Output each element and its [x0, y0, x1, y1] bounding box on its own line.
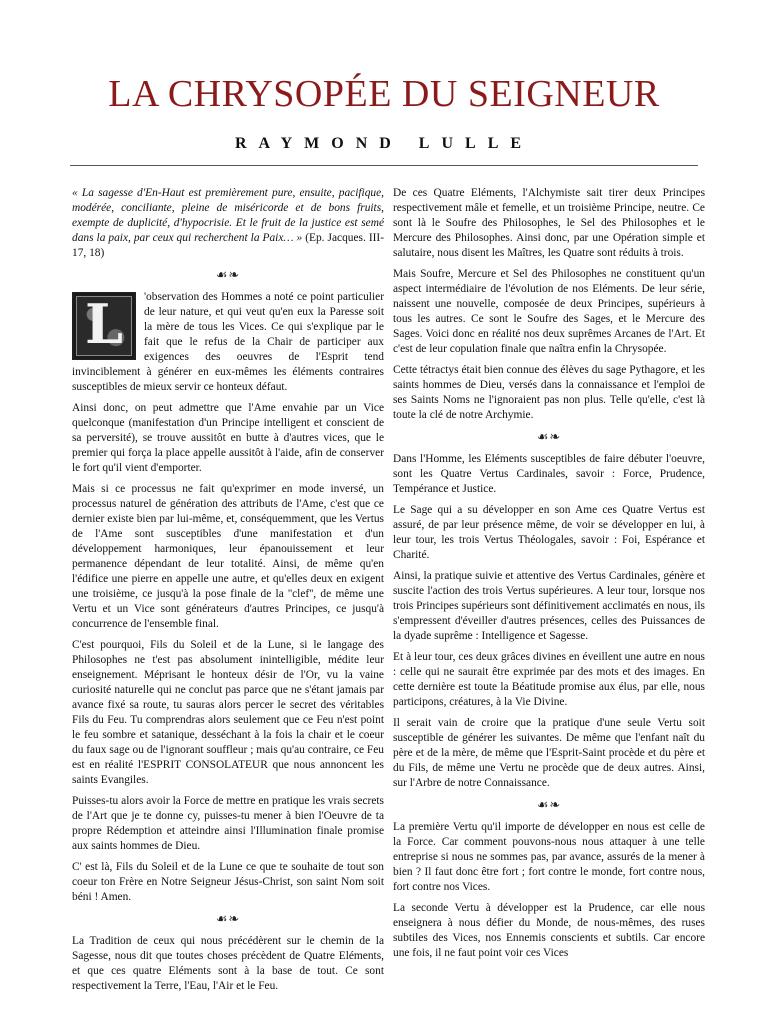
- paragraph: Dans l'Homme, les Eléments susceptibles de faire débuter l'oeuvre, sont les Quatre Vertus Cardinales, savoir : Force, Prudence, Tempérance et Justice.: [393, 453, 705, 495]
- paragraph: C'est pourquoi, Fils du Soleil et de la Lune, si le langage des Philosophes ne t'est pas absolument inintelligible, médite leur enseignement. Méprisant le honteux désir de l'Or, vu la vaine curiosité naturelle qui ne conclut pas parce que ne s'étant jamais par avance fixé sa route, tu sauras alors percer le secret des véritables Fils du Feu. Tu comprendras alors seulement que ce Feu n'est point le feu sombre et satanique, desséchant à la fois la chair et le coeur du faux sage ou de l'ignorant souffleur ; mais qu'au contraire, ce Feu est en réalité l'ESPRIT CONSOLATEUR que nous annoncent les saints Evangiles.: [72, 639, 384, 786]
- paragraph: Il serait vain de croire que la pratique d'une seule Vertu soit susceptible de générer les suivantes. De même que l'enfant naît du père et de la mère, de même que l'Esprit-Saint procède et du père et du Fils, de même une Vertu ne procède que de deux autres. Ainsi, sur l'Arbre de notre Connaissance.: [393, 717, 705, 789]
- paragraph: Mais Soufre, Mercure et Sel des Philosophes ne constituent qu'un aspect intermédiaire de l'évolution de nos Eléments. De leur série, naissent une nouvelle, composée de deux Principes, supérieurs à tous les autres. Ce sont le Soufre des Sages, et le Mercure des Sages. Voici donc en réalité nos deux suprêmes Arcanes de l'Art. Et c'est de leur copulation finale que naîtra enfin la Chrysopée.: [393, 268, 705, 355]
- paragraph: Le Sage qui a su développer en son Ame ces Quatre Vertus est assuré, de par leur présence même, de voir se développer en lui, à leur tour, les trois Vertus Théologales, savoir : Foi, Espérance et Charité.: [393, 504, 705, 561]
- paragraph: La seconde Vertu à développer est la Prudence, car elle nous enseignera à nous défier du Monde, de nous-mêmes, des ruses subtiles des Vices, nos Ennemis conscients et subtils. Car encore une fois, il ne faut point voir ces Vices: [393, 902, 705, 959]
- paragraph: La Tradition de ceux qui nous précédèrent sur le chemin de la Sagesse, nous dit que toutes choses précèdent de Quatre Eléments, et que ces quatre Eléments sont à la base de tout. Ce sont respectivement la Terre, l'Eau, l'Air et le Feu.: [72, 935, 384, 992]
- epigraph: [72, 186, 384, 261]
- paragraph: La première Vertu qu'il importe de développer en nous est celle de la Force. Car comment pouvons-nous nous attaquer à une telle entreprise si nous ne sommes pas, par avance, assurés de la mener à bien ? Il faut donc être fort ; fort contre le monde, fort contre nous, fort contre nos Vices.: [393, 821, 705, 893]
- section-ornament: ☙❧: [215, 267, 241, 282]
- section-ornament: ☙❧: [215, 911, 241, 926]
- right-column: [393, 186, 705, 1024]
- paragraph: Et à leur tour, ces deux grâces divines en éveillent une autre en nous : celle qui ne saurait être exprimée par des mots et des images. En cette dernière est toute la Béatitude promise aux élus, par elle, nous participons, créatures, à la Vie Divine.: [393, 651, 705, 708]
- paragraph: Ainsi donc, on peut admettre que l'Ame envahie par un Vice quelconque (manifestation d'un Principe intelligent et conscient de sa perversité), se trouve aussitôt en butte à d'autres vices, que le premier qui força la place appelle aussitôt à l'aide, afin de conserver le fort qu'il vient d'emporter.: [72, 402, 384, 474]
- title-divider: [70, 165, 698, 166]
- paragraph: C' est là, Fils du Soleil et de la Lune ce que te souhaite de tout son coeur ton Frère en Notre Seigneur Jésus-Christ, son saint Nom soit béni ! Amen.: [72, 861, 384, 903]
- section-ornament: ☙❧: [536, 797, 562, 812]
- paragraph: Ainsi, la pratique suivie et attentive des Vertus Cardinales, génère et suscite l'action des trois Vertus supérieures. A leur tour, lorsque nos trois Principes supérieurs sont définitivement acclimatés en nous, ils s'empressent d'éveiller d'autres présences, celles des Puissances de la dyade suprême : Intelligence et Sagesse.: [393, 570, 705, 642]
- paragraph: [72, 290, 384, 395]
- paragraph: Mais si ce processus ne fait qu'exprimer en mode inversé, un processus naturel de génération des attributs de l'Ame, c'est que ce dernier existe bien par lui-même, et, conséquemment, que les Vertus de l'Ame sont susceptibles d'une manifestation et d'un développement harmoniques, leur épanouissement et leur permanence dépendant de leur totalité. Ainsi, de même qu'en l'édifice une pierre en appelle une autre, et qu'elles deux en exigent une troisième, ce jusqu'à la pose finale de la ''clef'', de même une Vertu et un Vice sont générateurs d'autres Principes, ce jusqu'à concurrence de l'ensemble final.: [72, 483, 384, 630]
- paragraph: Cette tétractys était bien connue des élèves du sage Pythagore, et les saints hommes de Dieu, versés dans la connaissance et l'emploi de ses Saints Noms ne l'ignoraient pas non plus. Telle qu'elle, c'est là toute la clé de notre Archymie.: [393, 364, 705, 421]
- epigraph-text: « La sagesse d'En-Haut est premièrement pure, ensuite, pacifique, modérée, conciliante, pleine de miséricorde et de bons fruits, exempte de duplicité, d'hypocrisie. Et le fruit de la justice est semé dans la paix, par ceux qui recherchent la Paix… »: [72, 187, 384, 244]
- dropcap-illustration: [72, 292, 136, 360]
- left-column: [72, 186, 384, 1024]
- dropcap-letter: L: [85, 292, 123, 356]
- epigraph-reference: (Ep. Jacques. III-17, 18): [72, 232, 384, 259]
- paragraph: Puisses-tu alors avoir la Force de mettre en pratique les vrais secrets de l'Art que je te donne cy, puisses-tu mener à bien l'Oeuvre de ta propre Rédemption et atteindre ainsi l'Illumination finale promise aux saints hommes de Dieu.: [72, 795, 384, 852]
- paragraph-text: 'observation des Hommes a noté ce point particulier de leur nature, et qui veut qu'en eux la Paresse soit la mère de tous les Vices. Ce qui s'explique par le fait que le refus de la Chair de participer aux exigences des oeuvres de l'Esprit tend invinciblement à générer en eux-mêmes les éléments contraires susceptibles de mieux servir ce honteux défaut.: [72, 291, 384, 393]
- page-title: LA CHRYSOPÉE DU SEIGNEUR: [108, 73, 660, 115]
- section-ornament: ☙❧: [536, 429, 562, 444]
- paragraph: De ces Quatre Eléments, l'Alchymiste sait tirer deux Principes respectivement mâle et femelle, et un troisième Principe, neutre. Ce sont là le Soufre des Philosophes, le Sel des Philosophes et le Mercure des Philosophes. Ainsi donc, par une Opération simple et salutaire, nous disent les Maîtres, les Quatre sont réduits à trois.: [393, 187, 705, 259]
- author-name: RAYMOND LULLE: [234, 135, 534, 152]
